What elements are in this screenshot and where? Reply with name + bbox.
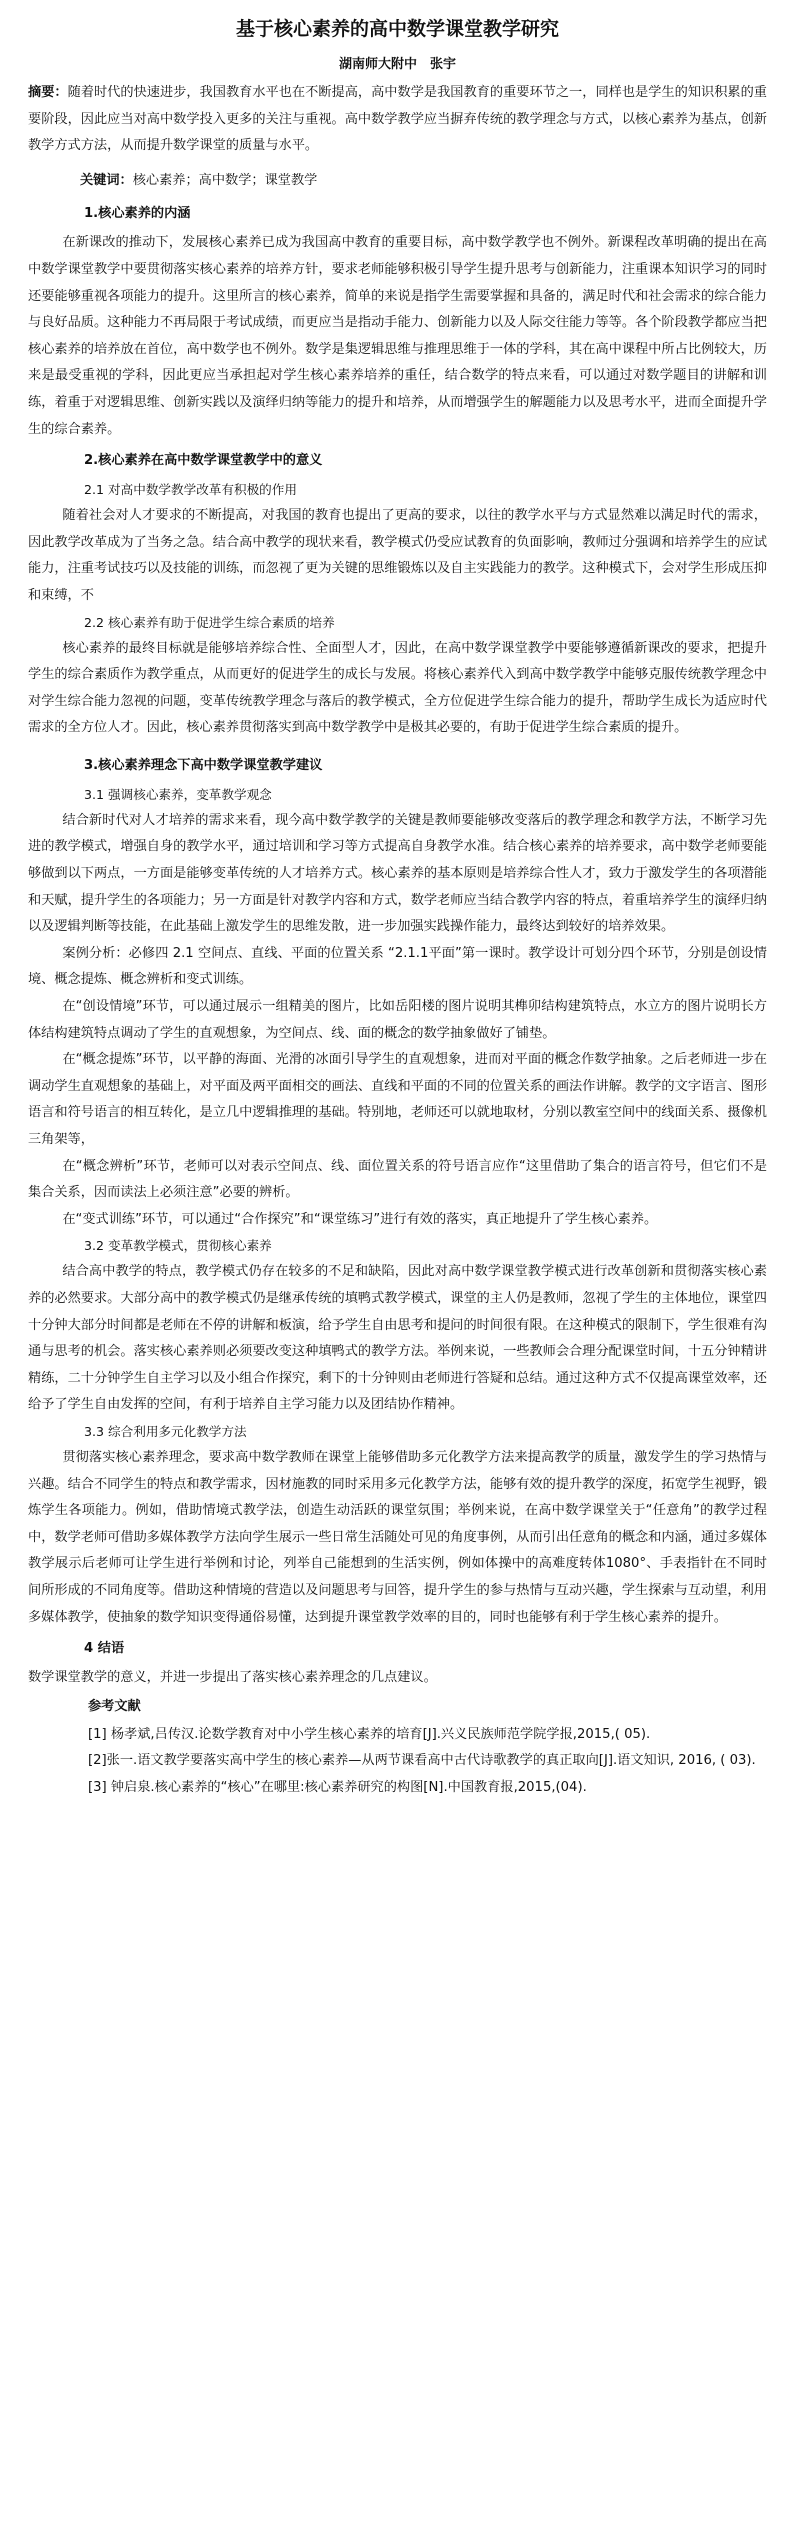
author-line: 湖南师大附中 张宇 [338,57,456,72]
section-heading: 4 结语 [84,1641,125,1657]
subsection-heading: 3.3 综合利用多元化教学方法 [84,1423,247,1439]
keywords [80,168,767,195]
paragraph: 数学课堂教学的意义，并进一步提出了落实核心素养理念的几点建议。 [28,1670,437,1686]
reference-item: [2]张一.语文教学要落实高中学生的核心素养—从两节课看高中古代诗歌教学的真正取向[J].语文知识, 2016, ( 03). [88,1753,756,1769]
paragraph: 结合高中教学的特点，教学模式仍存在较多的不足和缺陷，因此对高中数学课堂教学模式进行改革创新和贯彻落实核心素养的必然要求。大部分高中的教学模式仍是继承传统的填鸭式教学模式，课堂的主人仍是教师，忽视了学生的主体地位，课堂四十分钟大部分时间都是老师在不停的讲解和板演，给予学生自由思考和提问的时间很有限。在这种模式的限制下，学生很难有沟通与思考的机会。落实核心素养则必须要改变这种填鸭式的教学方法。举例来说，一些教师会合理分配课堂时间，十五分钟精讲精练，二十分钟学生自主学习以及小组合作探究，剩下的十分钟则由老师进行答疑和总结。通过这种方式不仅提高课堂效率，还给予了学生自由发挥的空间，有利于培养自主学习能力以及团结协作精神。 [28,1264,767,1413]
abstract-text: 随着时代的快速进步，我国教育水平也在不断提高，高中数学是我国教育的重要环节之一，同样也是学生的知识积累的重要阶段，因此应当对高中数学投入更多的关注与重视。高中数学教学应当摒弃传统的教学理念与方式，以核心素养为基点，创新教学方式方法，从而提升数学课堂的质量与水平。 [28,85,767,154]
paragraph: 在新课改的推动下，发展核心素养已成为我国高中教育的重要目标，高中数学教学也不例外。新课程改革明确的提出在高中数学课堂教学中要贯彻落实核心素养的培养方针，要求老师能够积极引导学生提升思考与创新能力，注重课本知识学习的同时还要能够重视各项能力的提升。这里所言的核心素养，简单的来说是指学生需要掌握和具备的，满足时代和社会需求的综合能力与良好品质。这种能力不再局限于考试成绩，而更应当是指动手能力、创新能力以及人际交往能力等等。各个阶段教学都应当把核心素养的培养放在首位，高中数学也不例外。数学是集逻辑思维与推理思维于一体的学科，其在高中课程中所占比例较大，历来是最受重视的学科，因此更应当承担起对学生核心素养培养的重任，结合数学的特点来看，可以通过对数学题目的讲解和训练，着重于对逻辑思维、创新实践以及演绎归纳等能力的提升和培养，从而增强学生的解题能力以及思考水平，进而全面提升学生的综合素养。 [28,235,767,437]
abstract-label: 摘要： [28,85,68,100]
paragraph: 在“创设情境”环节，可以通过展示一组精美的图片，比如岳阳楼的图片说明其榫卯结构建筑特点，水立方的图片说明长方体结构建筑特点调动了学生的直观想象，为空间点、线、面的概念的数学抽象做好了铺垫。 [28,999,767,1041]
paragraph: 在“变式训练”环节，可以通过“合作探究”和“课堂练习”进行有效的落实，真正地提升了学生核心素养。 [62,1211,658,1227]
reference-item: [3] 钟启泉.核心素养的“核心”在哪里:核心素养研究的构图[N].中国教育报,2015,(04). [88,1779,587,1795]
paragraph: 案例分析：必修四 2.1 空间点、直线、平面的位置关系 “2.1.1平面”第一课时。教学设计可划分四个环节，分别是创设情境、概念提炼、概念辨析和变式训练。 [28,945,767,988]
paragraph: 核心素养的最终目标就是能够培养综合性、全面型人才，因此，在高中数学课堂教学中要能够遵循新课改的要求，把提升学生的综合素质作为教学重点，从而更好的促进学生的成长与发展。将核心素养代入到高中数学教学中能够克服传统教学理念中对学生综合能力忽视的问题，变革传统教学理念与落后的教学模式，全方位促进学生综合能力的提升，帮助学生成长为适应时代需求的全方位人才。因此，核心素养贯彻落实到高中数学教学中是极其必要的，有助于促进学生综合素质的提升。 [28,640,767,736]
paragraph: 随着社会对人才要求的不断提高，对我国的教育也提出了更高的要求，以往的教学水平与方式显然难以满足时代的需求，因此教学改革成为了当务之急。结合高中教学的现状来看，教学模式仍受应试教育的负面影响，教师过分强调和培养学生的应试能力，注重考试技巧以及技能的训练，而忽视了更为关键的思维锻炼以及自主实践能力的教学。这种模式下，会对学生形成压抑和束缚，不 [28,508,767,603]
section-heading: 2.核心素养在高中数学课堂教学中的意义 [84,453,323,469]
subsection-heading: 2.1 对高中数学教学改革有积极的作用 [84,482,297,498]
reference-item: [1] 杨孝斌,吕传汉.论数学教育对中小学生核心素养的培育[J].兴义民族师范学院学报,2015,( 05). [88,1726,651,1742]
paragraph: 贯彻落实核心素养理念，要求高中数学教师在课堂上能够借助多元化教学方法来提高教学的质量，激发学生的学习热情与兴趣。结合不同学生的特点和教学需求，因材施教的同时采用多元化教学方法，能够有效的提升教学的深度，拓宽学生视野，锻炼学生各项能力。例如，借助情境式教学法，创造生动活跃的课堂氛围；举例来说，在高中数学课堂关于“任意角”的教学过程中，数学老师可借助多媒体教学方法向学生展示一些日常生活随处可见的角度事例，从而引出任意角的概念和内涵，通过多媒体教学展示后老师可让学生进行举例和讨论，列举自己能想到的生活实例，例如体操中的高难度转体1080°、手表指针在不同时间所形成的不同角度等。借助这种情境的营造以及问题思考与回答，提升学生的参与热情与互动兴趣，学生探索与互动望，利用多媒体教学，使抽象的数学知识变得通俗易懂，达到提升课堂教学效率的目的，同时也能够有利于学生核心素养的提升。 [28,1449,767,1625]
subsection-heading: 3.1 强调核心素养，变革教学观念 [84,786,272,802]
references-heading: 参考文献 [88,1698,141,1714]
paragraph: 在“概念辨析”环节，老师可以对表示空间点、线、面位置关系的符号语言应作“这里借助了集合的语言符号，但它们不是集合关系，因而读法上必须注意”必要的辨析。 [28,1158,767,1201]
paragraph: 在“概念提炼”环节，以平静的海面、光滑的冰面引导学生的直观想象，进而对平面的概念作数学抽象。之后老师进一步在调动学生直观想象的基础上，对平面及两平面相交的画法、直线和平面的不同的位置关系的画法作讲解。教学的文字语言、图形语言和符号语言的相互转化，是立几中逻辑推理的基础。特别地，老师还可以就地取材，分别以教室空间中的线面关系、摄像机三角架等， [28,1052,767,1147]
keywords-label: 关键词： [80,172,133,188]
paper-title: 基于核心素养的高中数学课堂教学研究 [235,18,559,40]
abstract [28,80,767,160]
subsection-heading: 2.2 核心素养有助于促进学生综合素质的培养 [84,614,335,630]
section-heading: 3.核心素养理念下高中数学课堂教学建议 [84,757,323,773]
keywords-text: 核心素养；高中数学；课堂教学 [132,172,318,188]
paragraph: 结合新时代对人才培养的需求来看，现今高中数学教学的关键是教师要能够改变落后的教学理念和教学方法，不断学习先进的教学模式，增强自身的教学水平，通过培训和学习等方式提高自身教学水准。结合核心素养的培养要求，高中数学老师要能够做到以下两点，一方面是能够变革传统的人才培养方式。核心素养的基本原则是培养综合性人才，致力于激发学生的各项潜能和天赋，提升学生的各项能力；另一方面是针对教学内容和方式，数学老师应当结合教学内容的特点，着重培养学生的演绎归纳以及逻辑判断等技能，在此基础上激发学生的思维发散，进一步加强实践操作能力，最终达到较好的培养效果。 [28,812,767,935]
subsection-heading: 3.2 变革教学模式，贯彻核心素养 [84,1238,272,1254]
section-heading: 1.核心素养的内涵 [84,206,191,222]
